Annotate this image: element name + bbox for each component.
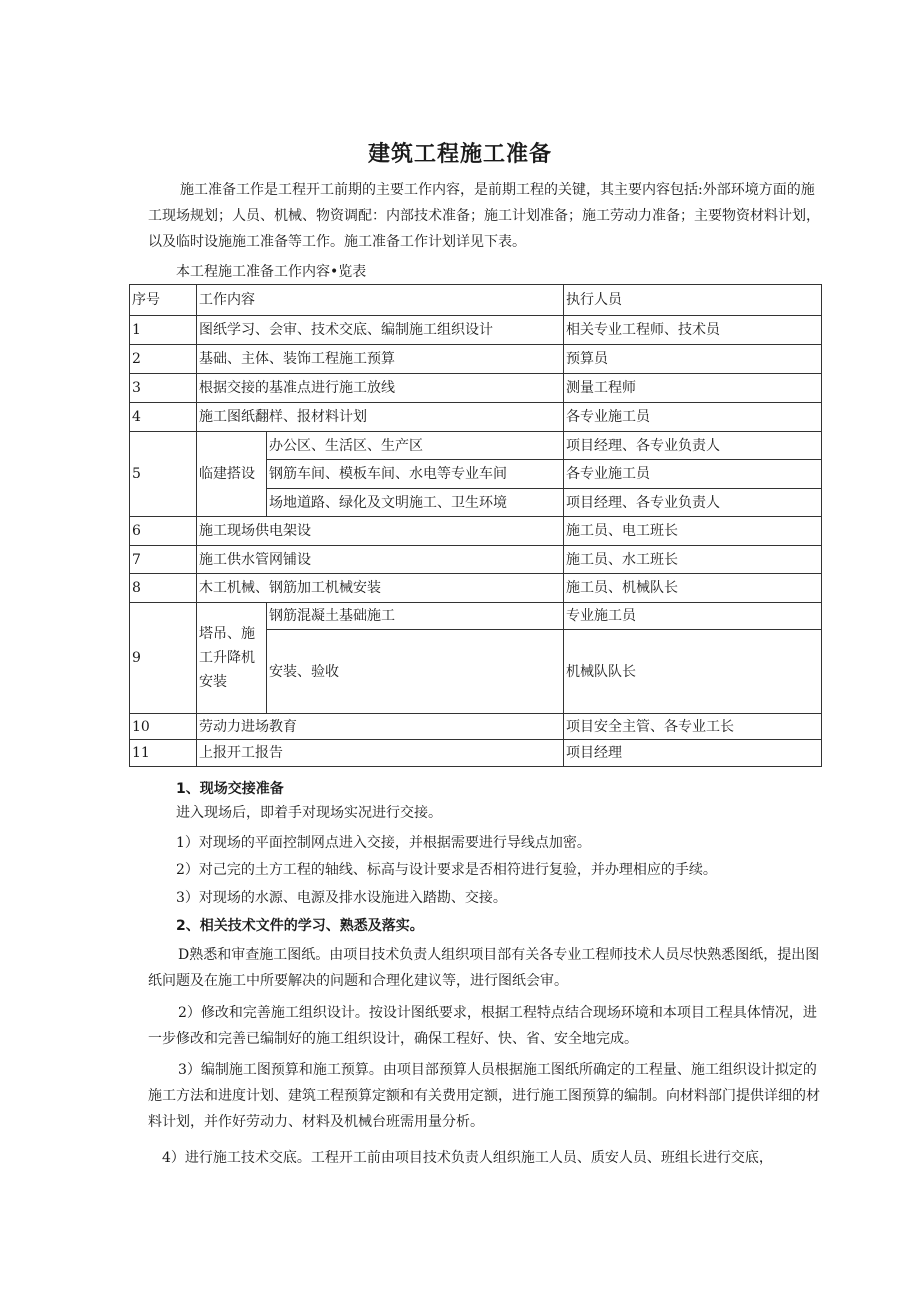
table-row [130,546,822,574]
paragraph: 4）进行施工技术交底。工程开工前由项目技术负责人组织施工人员、质安人员、班组长进行交底， [162,1150,773,1166]
paragraph: 进入现场后，即着手对现场实况进行交接。 [176,805,442,821]
row-content: 施工图纸翻样、报材料计划 [197,403,564,432]
row-content: 图纸学习、会审、技术交底、编制施工组织设计 [197,316,564,345]
paragraph: D熟悉和审查施工图纸。由项目技术负责人组织项目部有关各专业工程师技术人员尽快熟悉图纸，提出图纸问题及在施工中所要解决的问题和合理化建议等，进行图纸会审。 [148,947,820,989]
table-row [130,603,822,630]
page-title: 建筑工程施工准备 [367,142,552,167]
row-staff: 项目经理 [564,740,822,767]
table-row [130,374,822,403]
row-staff: 相关专业工程师、技术员 [564,316,822,345]
row-staff: 各专业施工员 [564,460,822,489]
row-content: 安装、验收 [267,630,564,714]
row-content: 钢筋混凝土基础施工 [267,603,564,630]
row-staff: 施工员、水工班长 [564,546,822,574]
row-staff: 机械队队长 [564,630,822,714]
row-group: 塔吊、施工升降机安装 [197,603,267,714]
table-row [130,714,822,740]
row-no: 1 [130,316,197,345]
header-content: 工作内容 [197,285,564,316]
table-row [130,345,822,374]
row-staff: 施工员、机械队长 [564,574,822,603]
row-content: 办公区、生活区、生产区 [267,432,564,460]
row-staff: 预算员 [564,345,822,374]
section-heading: 1、现场交接准备 [176,781,284,797]
table-row [130,740,822,767]
row-staff: 测量工程师 [564,374,822,403]
table-row [130,403,822,432]
paragraph: 3）对现场的水源、电源及排水设施进入踏勘、交接。 [176,890,507,906]
row-no: 8 [130,574,197,603]
row-content: 钢筋车间、模板车间、水电等专业车间 [267,460,564,489]
row-no: 9 [130,603,197,714]
row-no: 3 [130,374,197,403]
row-content: 根据交接的基准点进行施工放线 [197,374,564,403]
row-staff: 各专业施工员 [564,403,822,432]
row-no: 7 [130,546,197,574]
row-no: 5 [130,432,197,517]
row-no: 4 [130,403,197,432]
row-no: 2 [130,345,197,374]
row-staff: 专业施工员 [564,603,822,630]
row-group: 临建搭设 [197,432,267,517]
table-row [130,517,822,546]
row-content: 劳动力进场教育 [197,714,564,740]
table-row [130,432,822,460]
table-row [130,574,822,603]
row-content: 基础、主体、装饰工程施工预算 [197,345,564,374]
paragraph: 3）编制施工图预算和施工预算。由项目部预算人员根据施工图纸所确定的工程量、施工组织设计拟定的施工方法和进度计划、建筑工程预算定额和有关费用定额，进行施工图预算的编制。向材料部门提供详细的材料计划，并作好劳动力、材料及机械台班需用量分析。 [148,1062,820,1130]
section-heading: 2、相关技术文件的学习、熟悉及落实。 [176,918,424,934]
row-no: 6 [130,517,197,546]
table-caption: 本工程施工准备工作内容•览表 [176,264,367,280]
table-row [130,316,822,345]
preparation-table [129,284,822,767]
row-staff: 项目经理、各专业负责人 [564,432,822,460]
row-no: 10 [130,714,197,740]
row-staff: 项目安全主管、各专业工长 [564,714,822,740]
row-content: 施工供水管网铺设 [197,546,564,574]
row-content: 施工现场供电架设 [197,517,564,546]
intro-paragraph: 施工准备工作是工程开工前期的主要工作内容，是前期工程的关键，其主要内容包括:外部环境方面的施工现场规划；人员、机械、物资调配：内部技术准备；施工计划准备；施工劳动力准备；主要物资材料计划，以及临时设施施工准备等工作。施工准备工作计划详见下表。 [148,182,820,250]
table-header-row [130,285,822,316]
header-no: 序号 [130,285,197,316]
row-content: 木工机械、钢筋加工机械安装 [197,574,564,603]
row-staff: 项目经理、各专业负责人 [564,489,822,517]
row-staff: 施工员、电工班长 [564,517,822,546]
row-no: 11 [130,740,197,767]
row-content: 上报开工报告 [197,740,564,767]
header-staff: 执行人员 [564,285,822,316]
paragraph: 2）对己完的土方工程的轴线、标高与设计要求是否相符进行复验，并办理相应的手续。 [176,862,717,878]
paragraph: 1）对现场的平面控制网点进入交接，并根据需要进行导线点加密。 [176,835,591,851]
paragraph: 2）修改和完善施工组织设计。按设计图纸要求，根据工程特点结合现场环境和本项目工程具体情况，进一步修改和完善已编制好的施工组织设计，确保工程好、快、省、安全地完成。 [148,1005,817,1047]
row-content: 场地道路、绿化及文明施工、卫生环境 [267,489,564,517]
